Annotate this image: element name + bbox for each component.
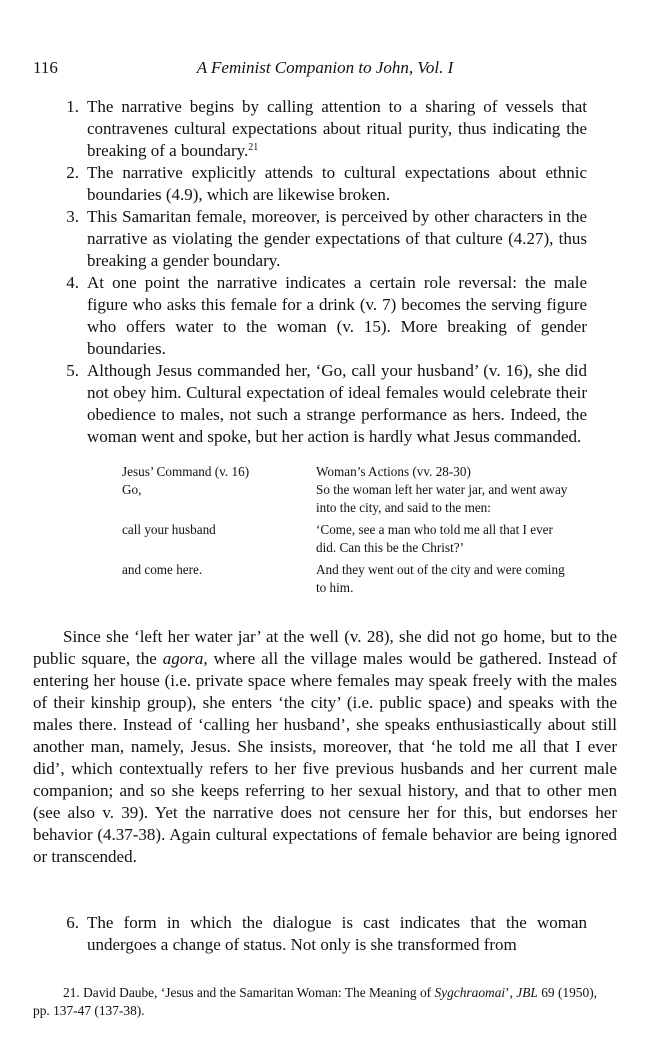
list-item-text: This Samaritan female, moreover, is perceived by other characters in the narrative as violating the gender expectations of that culture (4.27), thus breaking a gender boundary. xyxy=(87,207,587,270)
list-item-number: 6. xyxy=(66,913,79,932)
footnote-ref: 21 xyxy=(248,142,259,153)
table-header: Jesus’ Command (v. 16) xyxy=(122,464,250,479)
table-header-row xyxy=(122,463,572,481)
body-paragraph: Since she ‘left her water jar’ at the well (v. 28), she did not go home, but to the public square, the agora, where all the village males would be gathered. Instead of entering her house (i.e. private space where females may speak freely with the males of their kinship group), she enters ‘the city’ (i.e. public space) and speaks with the males there. Instead of ‘calling her husband’, she speaks enthusiastically about still another man, namely, Jesus. She insists, moreover, that ‘he told me all that I ever did’, which contextually refers to her five previous husbands and her current male companion; and so she keeps referring to her sexual history, and that to other men (see also v. 39). Yet the narrative does not censure her for this, but endorses her behavior (4.37-38). Again cultural expectations of female behavior are being ignored or transcended. xyxy=(33,627,617,866)
table-header: Woman’s Actions (vv. 28-30) xyxy=(316,464,471,479)
list-item-number: 2. xyxy=(66,163,79,182)
table-row xyxy=(122,481,572,517)
list-item-number: 4. xyxy=(66,273,79,292)
table-cell: and come here. xyxy=(122,562,203,577)
list-item xyxy=(66,360,587,448)
table-row xyxy=(122,521,572,557)
list-item-text: The form in which the dialogue is cast indicates that the woman undergoes a change of status. Not only is she transformed from xyxy=(87,913,587,954)
list-item xyxy=(66,912,587,956)
list-item-text: The narrative explicitly attends to cultural expectations about ethnic boundaries (4.9), which are likewise broken. xyxy=(87,163,587,204)
footnote-number: 21. xyxy=(63,985,80,1000)
list-item-text: Although Jesus commanded her, ‘Go, call your husband’ (v. 16), she did not obey him. Cultural expectation of ideal females would celebrate their obedience to males, not such a strange performance as hers. Indeed, the woman went and spoke, but her action is hardly what Jesus commanded. xyxy=(87,361,587,446)
numbered-list xyxy=(66,96,587,448)
comparison-table xyxy=(122,463,572,597)
list-item xyxy=(66,206,587,272)
table-cell: So the woman left her water jar, and went away into the city, and said to the men: xyxy=(316,482,568,515)
list-item-text: At one point the narrative indicates a certain role reversal: the male figure who asks this female for a drink (v. 7) becomes the serving figure who offers water to the woman (v. 15). More breaking of gender boundaries. xyxy=(87,273,587,358)
list-item xyxy=(66,162,587,206)
table-row xyxy=(122,561,572,597)
list-item-number: 3. xyxy=(66,207,79,226)
table-cell: call your husband xyxy=(122,522,216,537)
table-cell: And they went out of the city and were coming to him. xyxy=(316,562,565,595)
numbered-list-continued xyxy=(66,912,587,956)
list-item-number: 1. xyxy=(66,97,79,116)
footnote: 21. David Daube, ‘Jesus and the Samaritan Woman: The Meaning of Sygchraomai’, JBL 69 (1950), pp. 137-47 (137-38). xyxy=(33,985,598,1018)
running-header xyxy=(33,58,617,82)
table-cell: ‘Come, see a man who told me all that I ever did. Can this be the Christ?’ xyxy=(316,522,553,555)
list-item-text: The narrative begins by calling attention to a sharing of vessels that contravenes cultural expectations about ritual purity, thus indicating the breaking of a boundary.$^{21}$ xyxy=(87,97,587,160)
running-title: A Feminist Companion to John, Vol. I xyxy=(196,58,454,77)
list-item-number: 5. xyxy=(66,361,79,380)
list-item xyxy=(66,96,587,162)
italic-term: agora xyxy=(162,649,204,668)
list-item xyxy=(66,272,587,360)
page-number: 116 xyxy=(33,58,58,77)
table-cell: Go, xyxy=(122,482,142,497)
